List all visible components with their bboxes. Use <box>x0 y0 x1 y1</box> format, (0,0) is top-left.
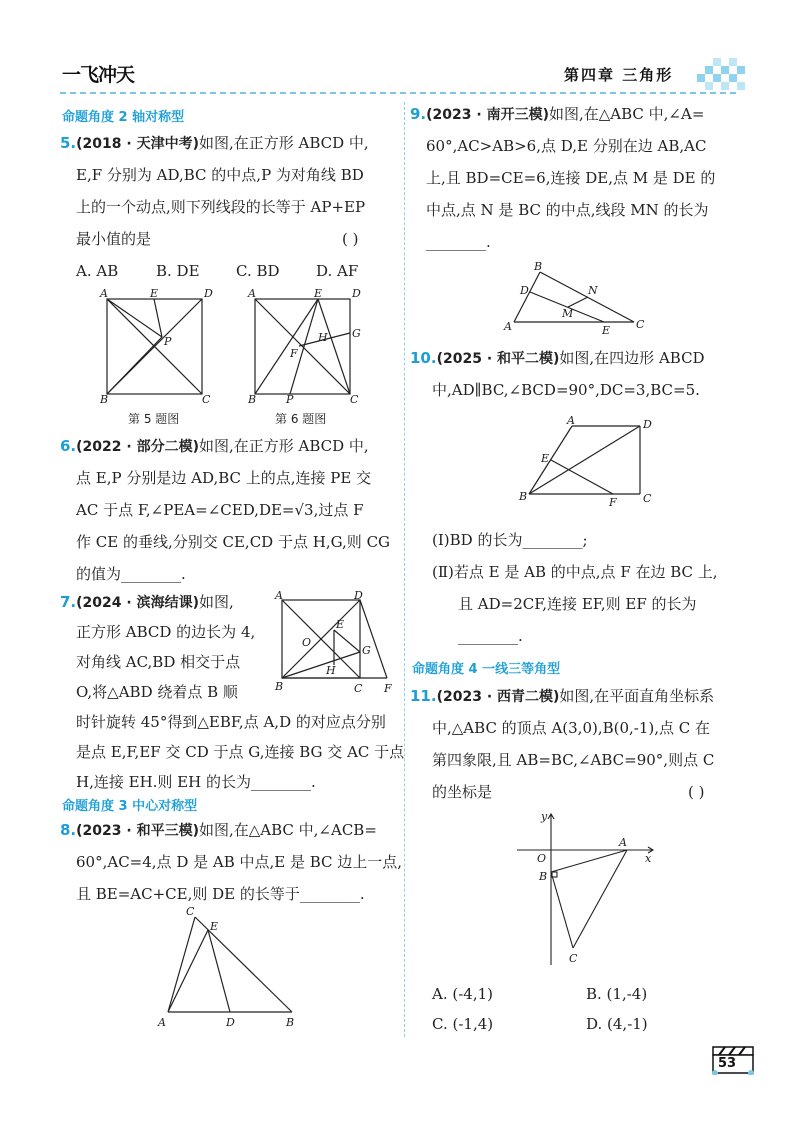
q11-option-b: B. (1,-4) <box>586 985 648 1003</box>
svg-text:H: H <box>326 664 336 677</box>
q6-source: (2022 · 部分二模) <box>76 439 199 455</box>
book-logo: 一飞冲天 <box>62 64 135 86</box>
q7-line-4: O,将△ABD 绕着点 B 顺 <box>76 683 238 701</box>
q6-line-1: 如图,在正方形 ABCD 中, <box>198 437 369 455</box>
q5-line-3: 上的一个动点,则下列线段的长等于 AP+EP <box>76 198 366 216</box>
svg-text:E: E <box>210 920 219 933</box>
svg-text:C: C <box>350 393 359 406</box>
svg-text:A: A <box>275 590 283 602</box>
header-divider <box>60 92 736 94</box>
q10-number: 10. <box>410 349 437 367</box>
figure-7 <box>272 590 397 700</box>
checker-decoration-icon <box>697 56 747 90</box>
svg-text:O: O <box>537 852 547 865</box>
q7-number: 7. <box>60 593 77 611</box>
svg-text:A: A <box>619 836 627 849</box>
svg-text:H: H <box>318 331 328 344</box>
svg-text:E: E <box>336 618 345 631</box>
section-heading-2: 命题角度 2 轴对称型 <box>62 110 185 125</box>
svg-text:D: D <box>520 284 529 297</box>
column-divider <box>404 102 405 1037</box>
fig6-caption: 第 6 题图 <box>275 412 327 426</box>
svg-text:B: B <box>275 680 284 693</box>
svg-text:P: P <box>286 393 294 406</box>
svg-text:D: D <box>226 1016 235 1029</box>
q5-number: 5. <box>60 134 77 152</box>
q10-part-2-line-1: (Ⅱ)若点 E 是 AB 的中点,点 F 在边 BC 上, <box>432 563 718 581</box>
q7-line-7: H,连接 EH.则 EH 的长为________. <box>76 773 316 791</box>
svg-text:F: F <box>290 347 298 360</box>
svg-text:O: O <box>302 636 312 649</box>
q10-part-2-line-3: ________. <box>458 627 523 645</box>
q5-option-c: C. BD <box>236 262 280 280</box>
q5-line-2: E,F 分别为 AD,BC 的中点,P 为对角线 BD <box>76 166 364 184</box>
q6-line-5: 的值为________. <box>76 565 186 583</box>
q7-line-1: 如图, <box>198 593 234 611</box>
q8-line-1: 如图,在△ABC 中,∠ACB= <box>198 821 377 839</box>
svg-text:B: B <box>248 393 257 406</box>
page-number: 53 <box>718 1056 737 1071</box>
q8-source: (2023 · 和平三模) <box>76 823 199 839</box>
q8-number: 8. <box>60 821 77 839</box>
svg-text:C: C <box>569 952 578 965</box>
q5-line-1: 如图,在正方形 ABCD 中, <box>198 134 369 152</box>
q7-line-3: 对角线 AC,BD 相交于点 <box>76 653 241 671</box>
q5-option-d: D. AF <box>316 262 359 280</box>
svg-text:F: F <box>609 496 617 509</box>
q11-line-1: 如图,在平面直角坐标系 <box>559 687 715 705</box>
svg-text:M: M <box>562 307 574 320</box>
svg-text:N: N <box>588 284 598 297</box>
q9-line-4: 中点,点 N 是 BC 的中点,线段 MN 的长为 <box>426 201 709 219</box>
svg-text:A: A <box>158 1016 166 1029</box>
svg-text:C: C <box>202 393 211 406</box>
q6-line-2: 点 E,P 分别是边 AD,BC 上的点,连接 PE 交 <box>76 469 372 487</box>
figures-5-6 <box>90 285 380 430</box>
svg-text:P: P <box>164 335 172 348</box>
q9-line-2: 60°,AC>AB>6,点 D,E 分别在边 AB,AC <box>426 137 707 155</box>
q11-answer-paren: ( ) <box>688 783 705 801</box>
q11-option-a: A. (-4,1) <box>432 985 493 1003</box>
q11-line-3: 第四象限,且 AB=BC,∠ABC=90°,则点 C <box>432 751 715 769</box>
q8-line-3: 且 BE=AC+CE,则 DE 的长等于________. <box>76 885 365 903</box>
svg-text:y: y <box>541 810 548 823</box>
q11-line-4: 的坐标是 <box>432 783 493 801</box>
figure-8 <box>150 902 310 1032</box>
q7-line-6: 是点 E,F,EF 交 CD 于点 G,连接 BG 交 AC 于点 <box>76 743 405 761</box>
q9-line-1: 如图,在△ABC 中,∠A= <box>548 105 705 123</box>
svg-text:B: B <box>100 393 109 406</box>
q5-option-a: A. AB <box>76 262 119 280</box>
svg-text:G: G <box>362 644 371 657</box>
page-header <box>0 0 800 100</box>
q10-source: (2025 · 和平二模) <box>436 351 560 367</box>
q7-source: (2024 · 滨海结课) <box>76 595 199 611</box>
svg-text:E: E <box>602 324 611 335</box>
q11-number: 11. <box>410 687 437 705</box>
q11-option-c: C. (-1,4) <box>432 1015 494 1033</box>
svg-text:C: C <box>636 318 645 331</box>
svg-text:B: B <box>534 260 543 273</box>
q11-line-2: 中,△ABC 的顶点 A(3,0),B(0,-1),点 C 在 <box>432 719 711 737</box>
q7-line-2: 正方形 ABCD 的边长为 4, <box>76 623 256 641</box>
svg-text:D: D <box>352 287 361 300</box>
q9-line-3: 上,且 BD=CE=6,连接 DE,点 M 是 DE 的 <box>426 169 716 187</box>
svg-text:x: x <box>645 852 652 865</box>
svg-text:A: A <box>567 414 575 427</box>
q8-line-2: 60°,AC=4,点 D 是 AB 中点,E 是 BC 边上一点, <box>76 853 403 871</box>
svg-text:A: A <box>504 320 512 333</box>
figure-9 <box>500 260 660 335</box>
q7-line-5: 时针旋转 45°得到△EBF,点 A,D 的对应点分别 <box>76 713 386 731</box>
chapter-title: 第四章 三角形 <box>564 66 674 84</box>
svg-text:A: A <box>100 287 108 300</box>
figure-10 <box>515 414 665 509</box>
q5-source: (2018 · 天津中考) <box>76 136 199 152</box>
svg-text:C: C <box>643 492 652 505</box>
svg-text:C: C <box>354 682 363 695</box>
q9-line-5: ________. <box>426 233 491 251</box>
svg-text:D: D <box>643 418 652 431</box>
svg-text:F: F <box>384 682 392 695</box>
svg-text:D: D <box>354 590 363 602</box>
svg-text:E: E <box>541 452 550 465</box>
svg-text:B: B <box>286 1016 295 1029</box>
svg-text:E: E <box>150 287 159 300</box>
fig5-caption: 第 5 题图 <box>128 412 180 426</box>
q6-number: 6. <box>60 437 77 455</box>
figure-11-coordinate-plane <box>505 810 665 970</box>
svg-text:B: B <box>519 490 528 503</box>
section-heading-3: 命题角度 3 中心对称型 <box>62 799 198 814</box>
svg-text:D: D <box>204 287 213 300</box>
q10-line-1: 如图,在四边形 ABCD <box>559 349 705 367</box>
svg-text:B: B <box>539 870 548 883</box>
q5-option-b: B. DE <box>156 262 200 280</box>
q10-part-1: (Ⅰ)BD 的长为________; <box>432 531 588 549</box>
q9-number: 9. <box>410 105 427 123</box>
q11-option-d: D. (4,-1) <box>586 1015 648 1033</box>
q9-source: (2023 · 南开三模) <box>426 107 549 123</box>
q10-part-2-line-2: 且 AD=2CF,连接 EF,则 EF 的长为 <box>458 595 697 613</box>
q6-line-4: 作 CE 的垂线,分别交 CE,CD 于点 H,G,则 CG <box>76 533 391 551</box>
q11-source: (2023 · 西青二模) <box>436 689 560 705</box>
svg-text:C: C <box>186 905 195 918</box>
svg-text:A: A <box>248 287 256 300</box>
q5-line-4: 最小值的是 <box>76 230 152 248</box>
svg-text:E: E <box>314 287 323 300</box>
q10-line-2: 中,AD∥BC,∠BCD=90°,DC=3,BC=5. <box>432 381 700 399</box>
svg-text:G: G <box>352 327 361 340</box>
q6-line-3: AC 于点 F,∠PEA=∠CED,DE=√3,过点 F <box>76 501 364 519</box>
q5-answer-paren: ( ) <box>342 230 359 248</box>
section-heading-4: 命题角度 4 一线三等角型 <box>412 662 561 677</box>
